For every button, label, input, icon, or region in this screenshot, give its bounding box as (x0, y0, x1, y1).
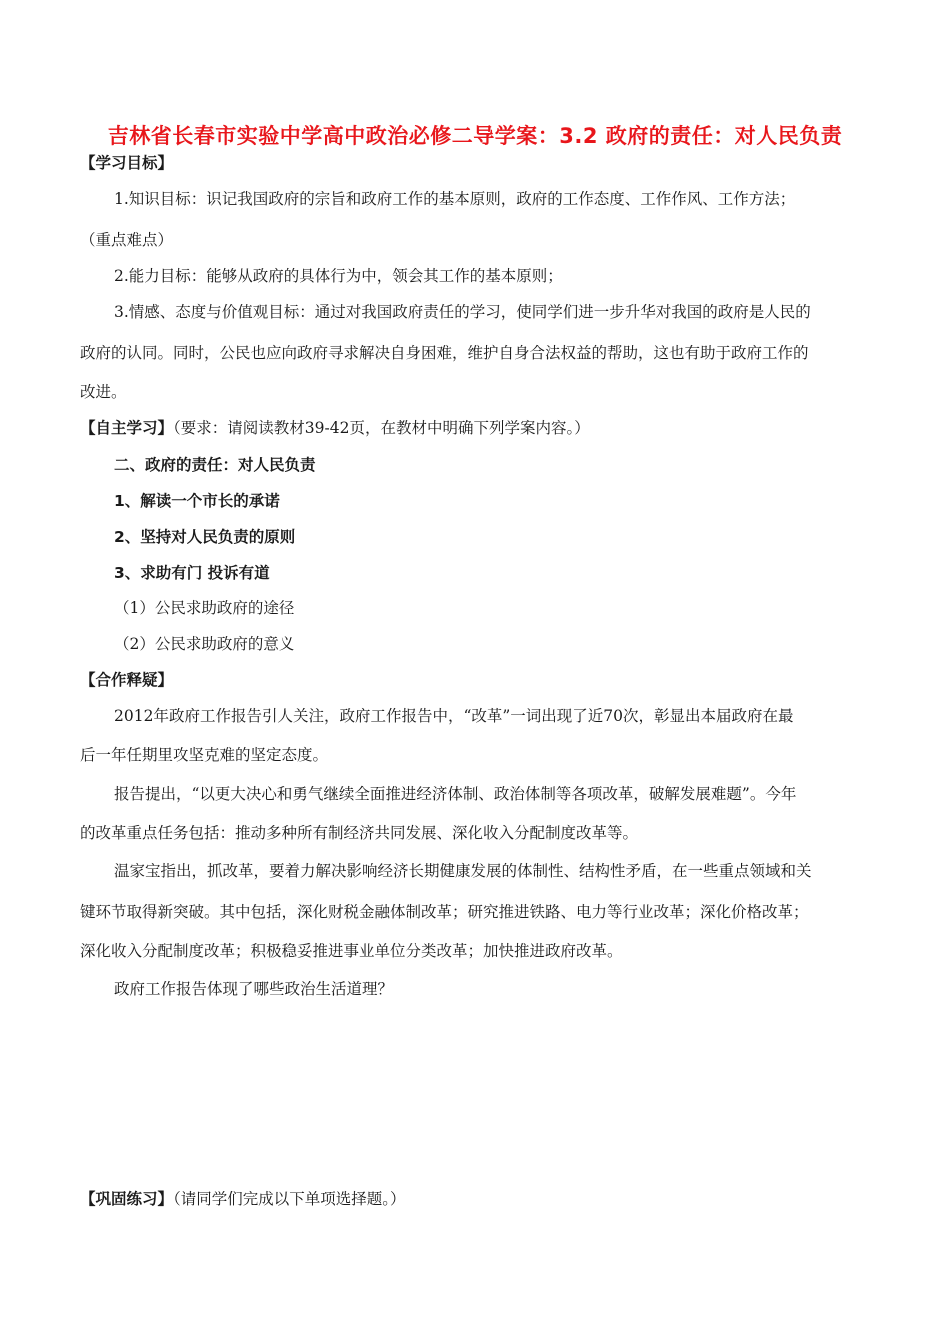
goals-heading: 【学习目标】 (80, 154, 174, 172)
goals-line-4: 3.情感、态度与价值观目标：通过对我国政府责任的学习，使同学们进一步升华对我国的政府是人民的 (114, 303, 811, 321)
cooperation-line-2: 后一年任期里攻坚克难的坚定态度。 (80, 746, 329, 764)
cooperation-line-5: 温家宝指出，抓改革，要着力解决影响经济长期健康发展的体制性、结构性矛盾，在一些重点领域和关 (114, 862, 812, 880)
cooperation-line-6: 键环节取得新突破。其中包括，深化财税金融体制改革；研究推进铁路、电力等行业改革；深化价格改革； (80, 903, 809, 921)
practice-note: （请同学们完成以下单项选择题。） (173, 1190, 406, 1208)
cooperation-line-4: 的改革重点任务包括：推动多种所有制经济共同发展、深化收入分配制度改革等。 (80, 824, 639, 842)
practice-row (80, 1189, 406, 1209)
cooperation-line-7: 深化收入分配制度改革；积极稳妥推进事业单位分类改革；加快推进政府改革。 (80, 942, 623, 960)
self-study-item-1: 二、政府的责任：对人民负责 (114, 456, 316, 474)
self-study-subitem-1: （1）公民求助政府的途径 (114, 599, 295, 617)
cooperation-line-1: 2012年政府工作报告引人关注，政府工作报告中，“改革”一词出现了近70次，彰显出本届政府在最 (114, 707, 794, 725)
self-study-item-2: 1、解读一个市长的承诺 (114, 492, 280, 510)
goals-line-3: 2.能力目标：能够从政府的具体行为中，领会其工作的基本原则； (114, 267, 563, 285)
document-title: 吉林省长春市实验中学高中政治必修二导学案：3.2 政府的责任：对人民负责 (107, 124, 843, 148)
self-study-item-3: 2、坚持对人民负责的原则 (114, 528, 296, 546)
goals-line-5: 政府的认同。同时，公民也应向政府寻求解决自身困难，维护自身合法权益的帮助，这也有助于政府工作的 (80, 344, 809, 362)
self-study-row (80, 418, 590, 438)
goals-line-1: 1.知识目标：识记我国政府的宗旨和政府工作的基本原则，政府的工作态度、工作作风、工作方法； (114, 190, 796, 208)
cooperation-line-3: 报告提出，“以更大决心和勇气继续全面推进经济体制、政治体制等各项改革，破解发展难题”。今年 (114, 785, 797, 803)
practice-heading: 【巩固练习】 (80, 1190, 174, 1208)
self-study-heading: 【自主学习】 (80, 419, 174, 437)
cooperation-question: 政府工作报告体现了哪些政治生活道理？ (114, 980, 394, 998)
cooperation-heading: 【合作释疑】 (80, 671, 174, 689)
goals-line-6: 改进。 (80, 383, 127, 401)
goals-line-2: （重点难点） (80, 231, 174, 249)
self-study-item-4: 3、求助有门 投诉有道 (114, 564, 270, 582)
self-study-subitem-2: （2）公民求助政府的意义 (114, 635, 295, 653)
self-study-note: （要求：请阅读教材39-42页，在教材中明确下列学案内容。） (173, 419, 590, 437)
